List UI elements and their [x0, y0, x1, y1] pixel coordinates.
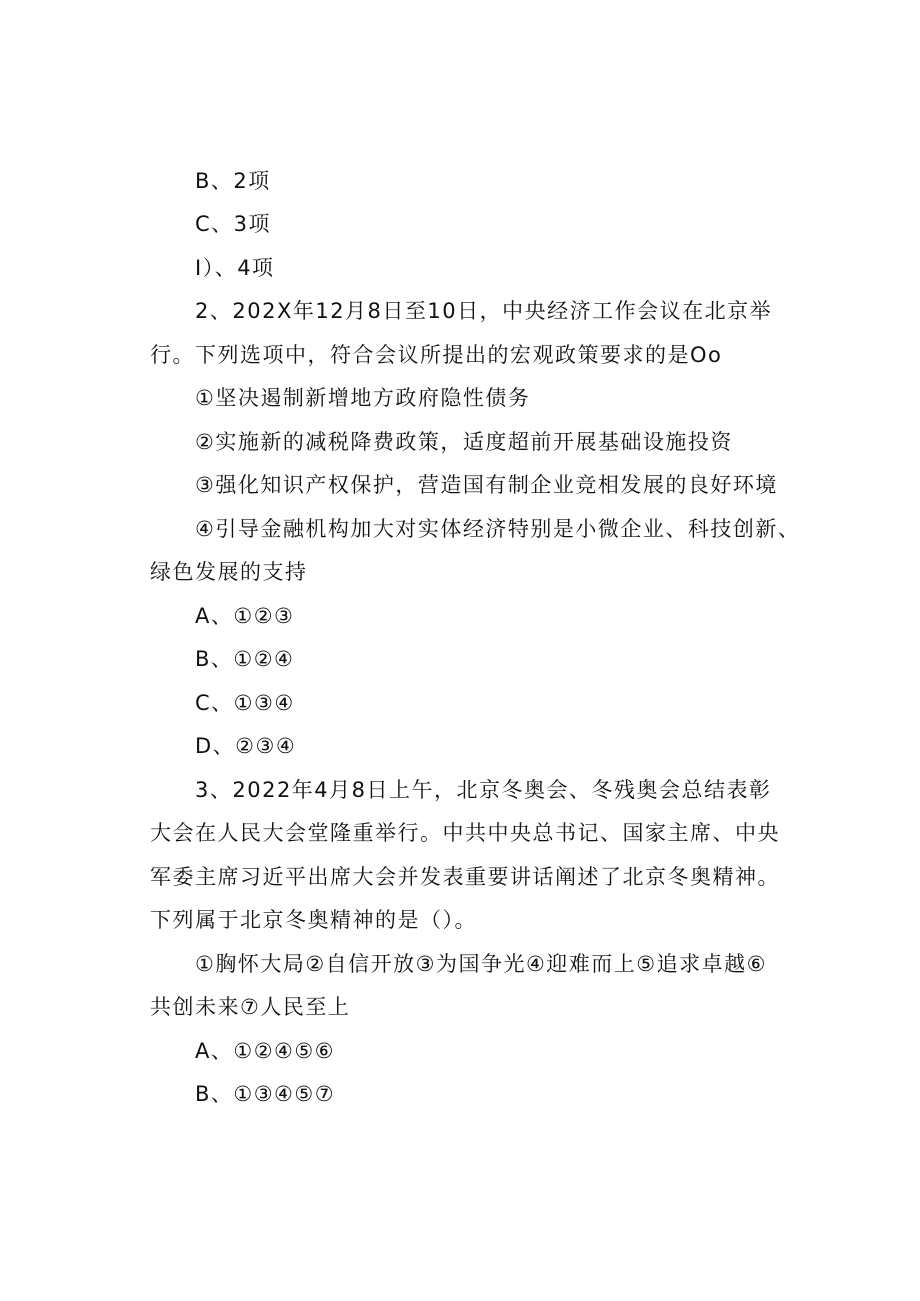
q3-stem-line2: 大会在人民大会堂隆重举行。中共中央总书记、国家主席、中央: [150, 821, 780, 845]
q2-item-1: ①坚决遏制新增地方政府隐性债务: [195, 386, 531, 410]
q3-items-line1: ①胸怀大局②自信开放③为国争光④迎难而上⑤追求卓越⑥: [195, 952, 767, 976]
q2-stem-line2: 行。下列选项中，符合会议所提出的宏观政策要求的是Oo: [150, 343, 723, 367]
q2-option-c: C、①③④: [195, 691, 295, 715]
q2-option-d: D、②③④: [195, 734, 297, 758]
q2-item-2: ②实施新的减税降费政策，适度超前开展基础设施投资: [195, 430, 733, 454]
q2-option-b: B、①②④: [195, 647, 295, 671]
q3-stem-line3: 军委主席习近平出席大会并发表重要讲话阐述了北京冬奥精神。: [150, 865, 780, 889]
q2-item-4-line1: ④引导金融机构加大对实体经济特别是小微企业、科技创新、: [195, 517, 801, 541]
q1-option-b: B、2项: [195, 169, 271, 193]
q1-option-c: C、3项: [195, 212, 272, 236]
q3-option-b: B、①③④⑤⑦: [195, 1082, 336, 1106]
q2-item-3: ③强化知识产权保护，营造国有制企业竞相发展的良好环境: [195, 473, 778, 497]
q2-option-a: A、①②③: [195, 604, 295, 628]
q3-items-line2: 共创未来⑦人民至上: [150, 995, 351, 1019]
q3-stem-line4: 下列属于北京冬奥精神的是（）。: [150, 908, 477, 932]
q1-option-d: I）、4项: [195, 256, 275, 280]
q3-option-a: A、①②④⑤⑥: [195, 1039, 335, 1063]
q2-item-4-line2: 绿色发展的支持: [150, 560, 308, 584]
q2-stem-line1: 2、202X年12月8日至10日，中央经济工作会议在北京举: [195, 299, 773, 323]
q3-stem-line1: 3、2022年4月8日上午，北京冬奥会、冬残奥会总结表彰: [195, 778, 772, 802]
